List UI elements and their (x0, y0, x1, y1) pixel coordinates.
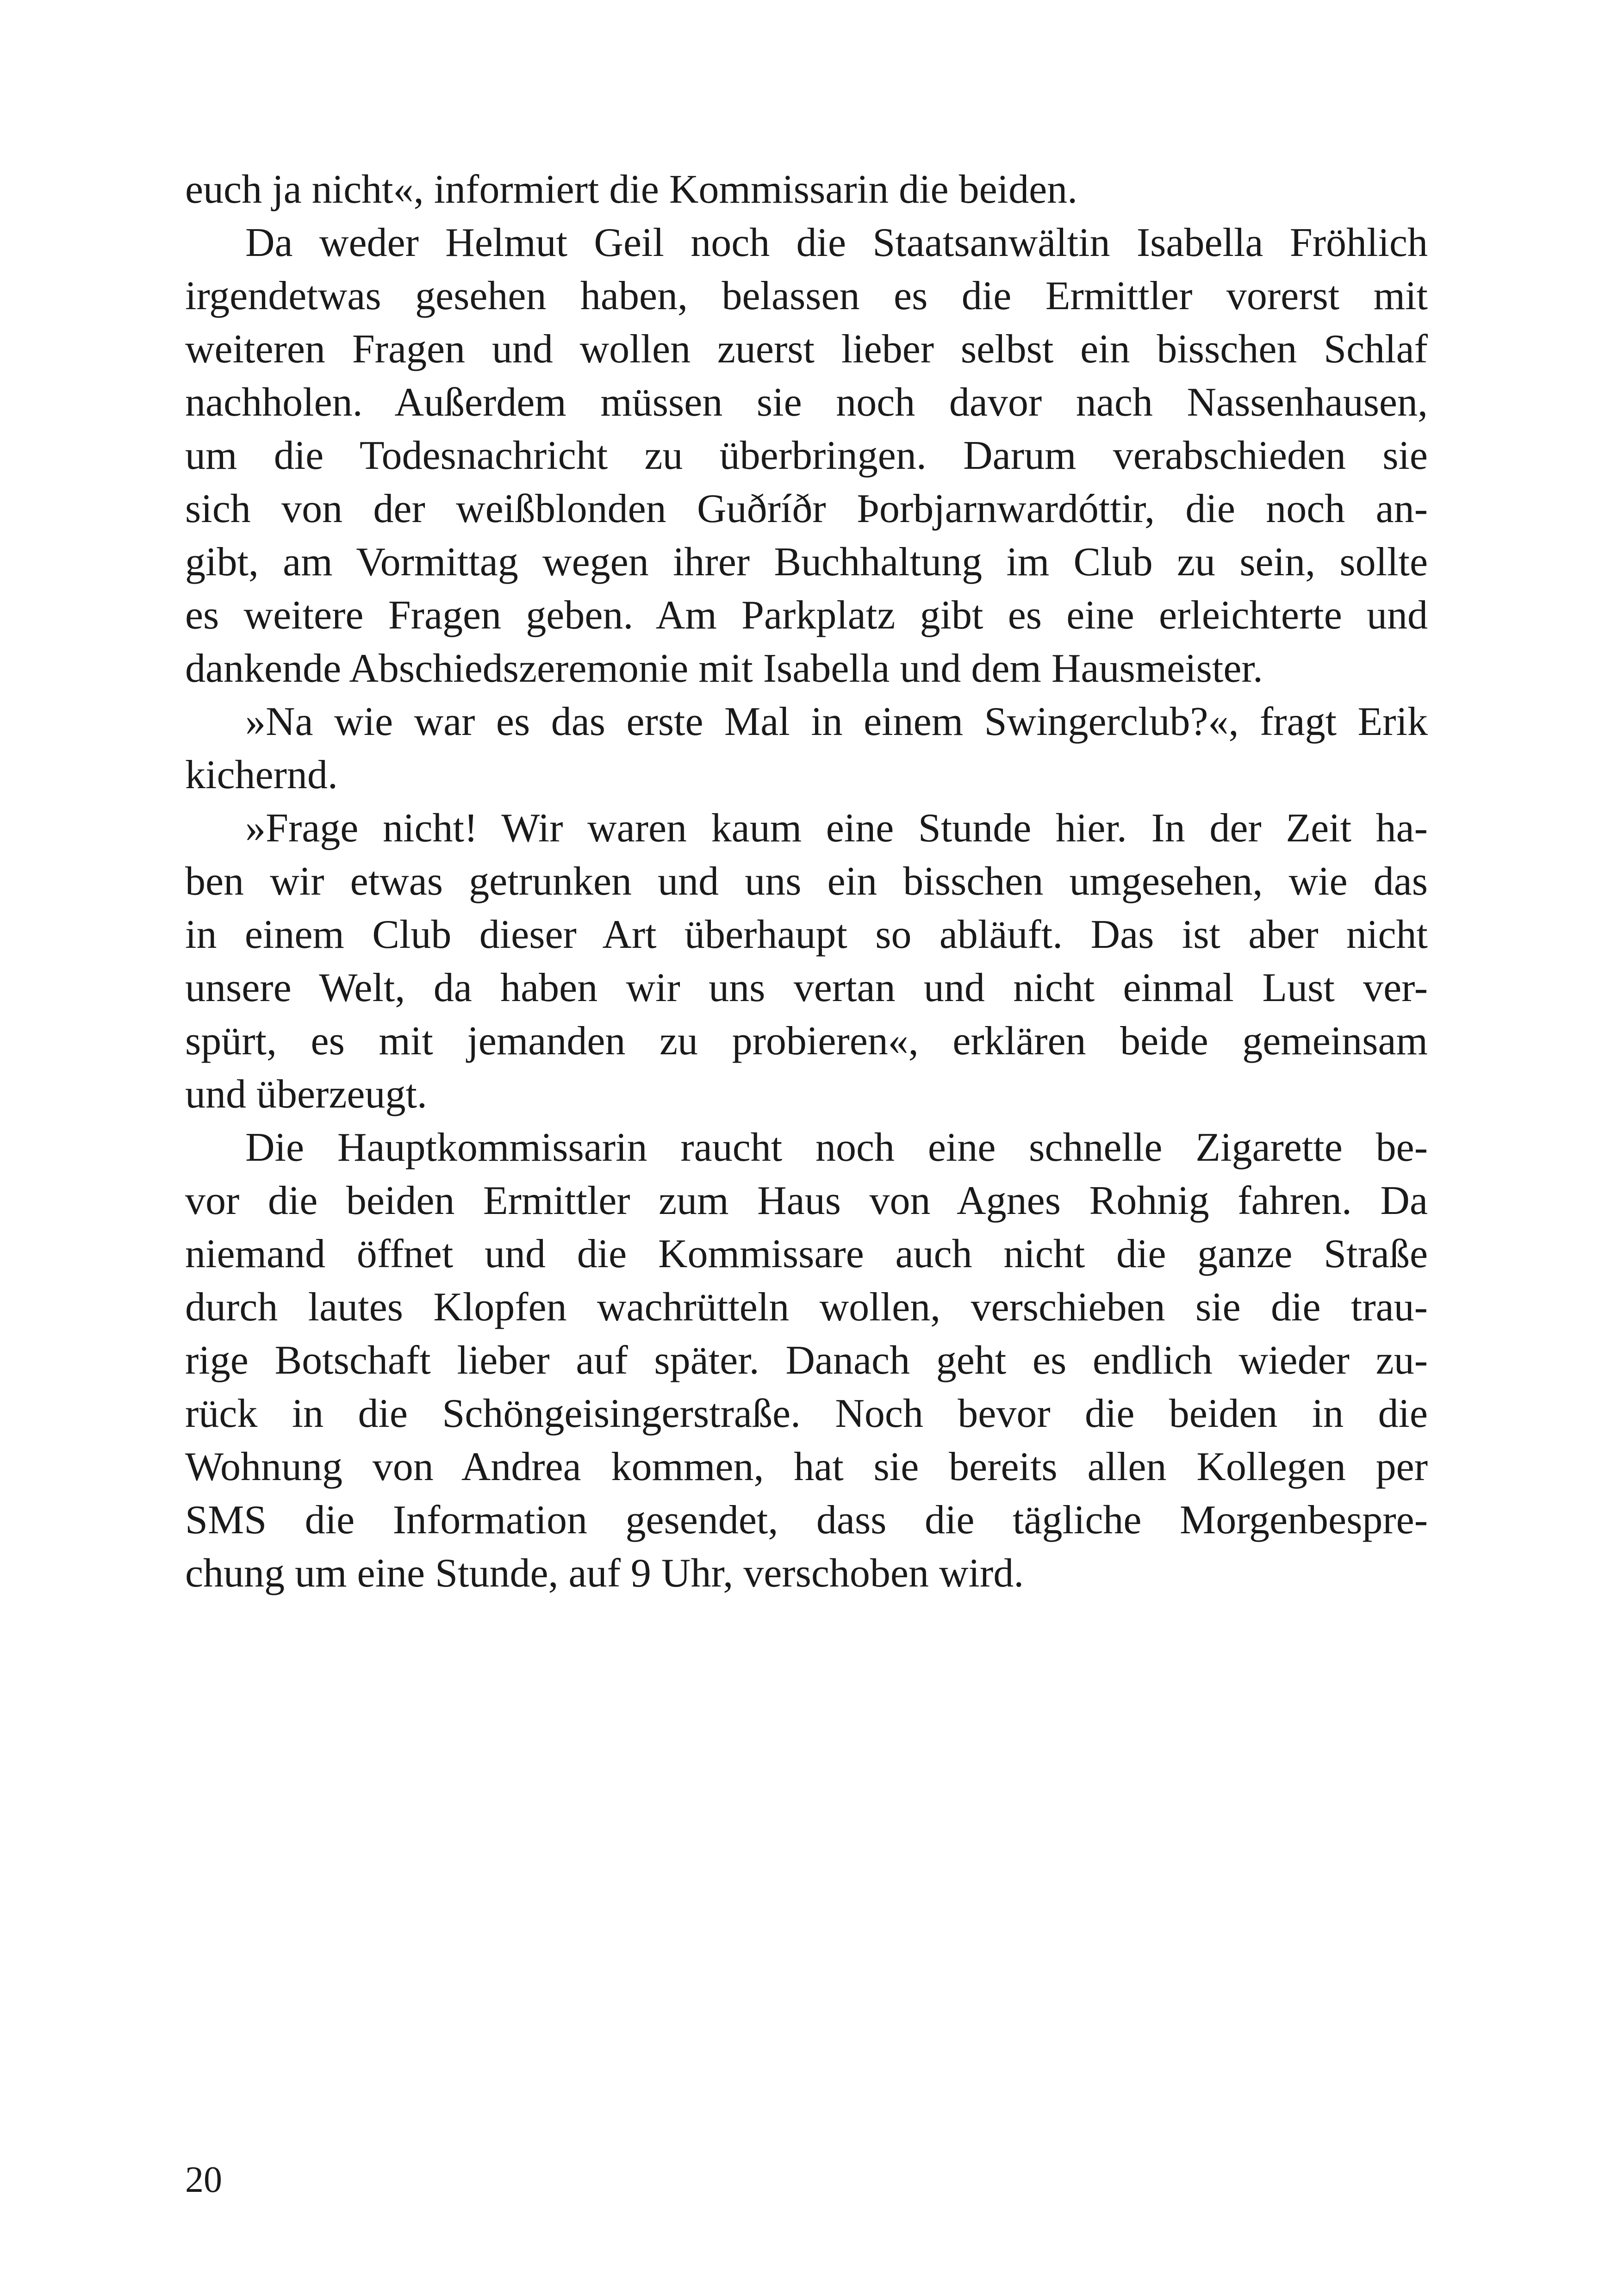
text-line: Die Hauptkommissarin raucht noch eine schnelle Zigarette be- (245, 1125, 1428, 1170)
text-line: gibt, am Vormittag wegen ihrer Buchhaltung im Club zu sein, sollte (185, 540, 1428, 585)
body-text (185, 163, 1428, 1600)
text-line: irgendetwas gesehen haben, belassen es die Ermittler vorerst mit (185, 274, 1428, 318)
text-line: dankende Abschiedszeremonie mit Isabella und dem Hausmeister. (185, 646, 1263, 691)
text-line: rück in die Schöngeisingerstraße. Noch bevor die beiden in die (185, 1391, 1428, 1436)
text-line: vor die beiden Ermittler zum Haus von Agnes Rohnig fahren. Da (185, 1178, 1428, 1223)
text-line: SMS die Information gesendet, dass die tägliche Morgenbespre- (185, 1498, 1428, 1543)
text-line: durch lautes Klopfen wachrütteln wollen, verschieben sie die trau- (185, 1285, 1428, 1330)
text-line: Wohnung von Andrea kommen, hat sie bereits allen Kollegen per (185, 1444, 1428, 1489)
text-line: niemand öffnet und die Kommissare auch nicht die ganze Straße (185, 1232, 1428, 1276)
text-line: spürt, es mit jemanden zu probieren«, erklären beide gemeinsam (185, 1019, 1428, 1064)
text-line: nachholen. Außerdem müssen sie noch davor nach Nassenhausen, (185, 380, 1428, 425)
text-line: kichernd. (185, 753, 338, 797)
text-line: unsere Welt, da haben wir uns vertan und nicht einmal Lust ver- (185, 965, 1428, 1010)
text-line: sich von der weißblonden Guðríðr Þorbjarnwardóttir, die noch an- (185, 486, 1428, 531)
text-line: um die Todesnachricht zu überbringen. Darum verabschieden sie (185, 433, 1428, 478)
text-line: rige Botschaft lieber auf später. Danach geht es endlich wieder zu- (185, 1338, 1428, 1383)
text-line: es weitere Fragen geben. Am Parkplatz gibt es eine erleichterte und (185, 593, 1428, 638)
text-line: »Frage nicht! Wir waren kaum eine Stunde hier. In der Zeit ha- (245, 806, 1428, 851)
text-line: euch ja nicht«, informiert die Kommissarin die beiden. (185, 167, 1078, 212)
text-line: und überzeugt. (185, 1072, 427, 1117)
text-line: »Na wie war es das erste Mal in einem Swingerclub?«, fragt Erik (245, 699, 1428, 744)
page-number: 20 (185, 2159, 222, 2200)
text-line: in einem Club dieser Art überhaupt so abläuft. Das ist aber nicht (185, 912, 1428, 957)
text-line: weiteren Fragen und wollen zuerst lieber selbst ein bisschen Schlaf (185, 327, 1428, 372)
text-line: Da weder Helmut Geil noch die Staatsanwältin Isabella Fröhlich (245, 220, 1428, 265)
text-line: chung um eine Stunde, auf 9 Uhr, verschoben wird. (185, 1551, 1024, 1596)
text-line: ben wir etwas getrunken und uns ein bisschen umgesehen, wie das (185, 859, 1428, 904)
